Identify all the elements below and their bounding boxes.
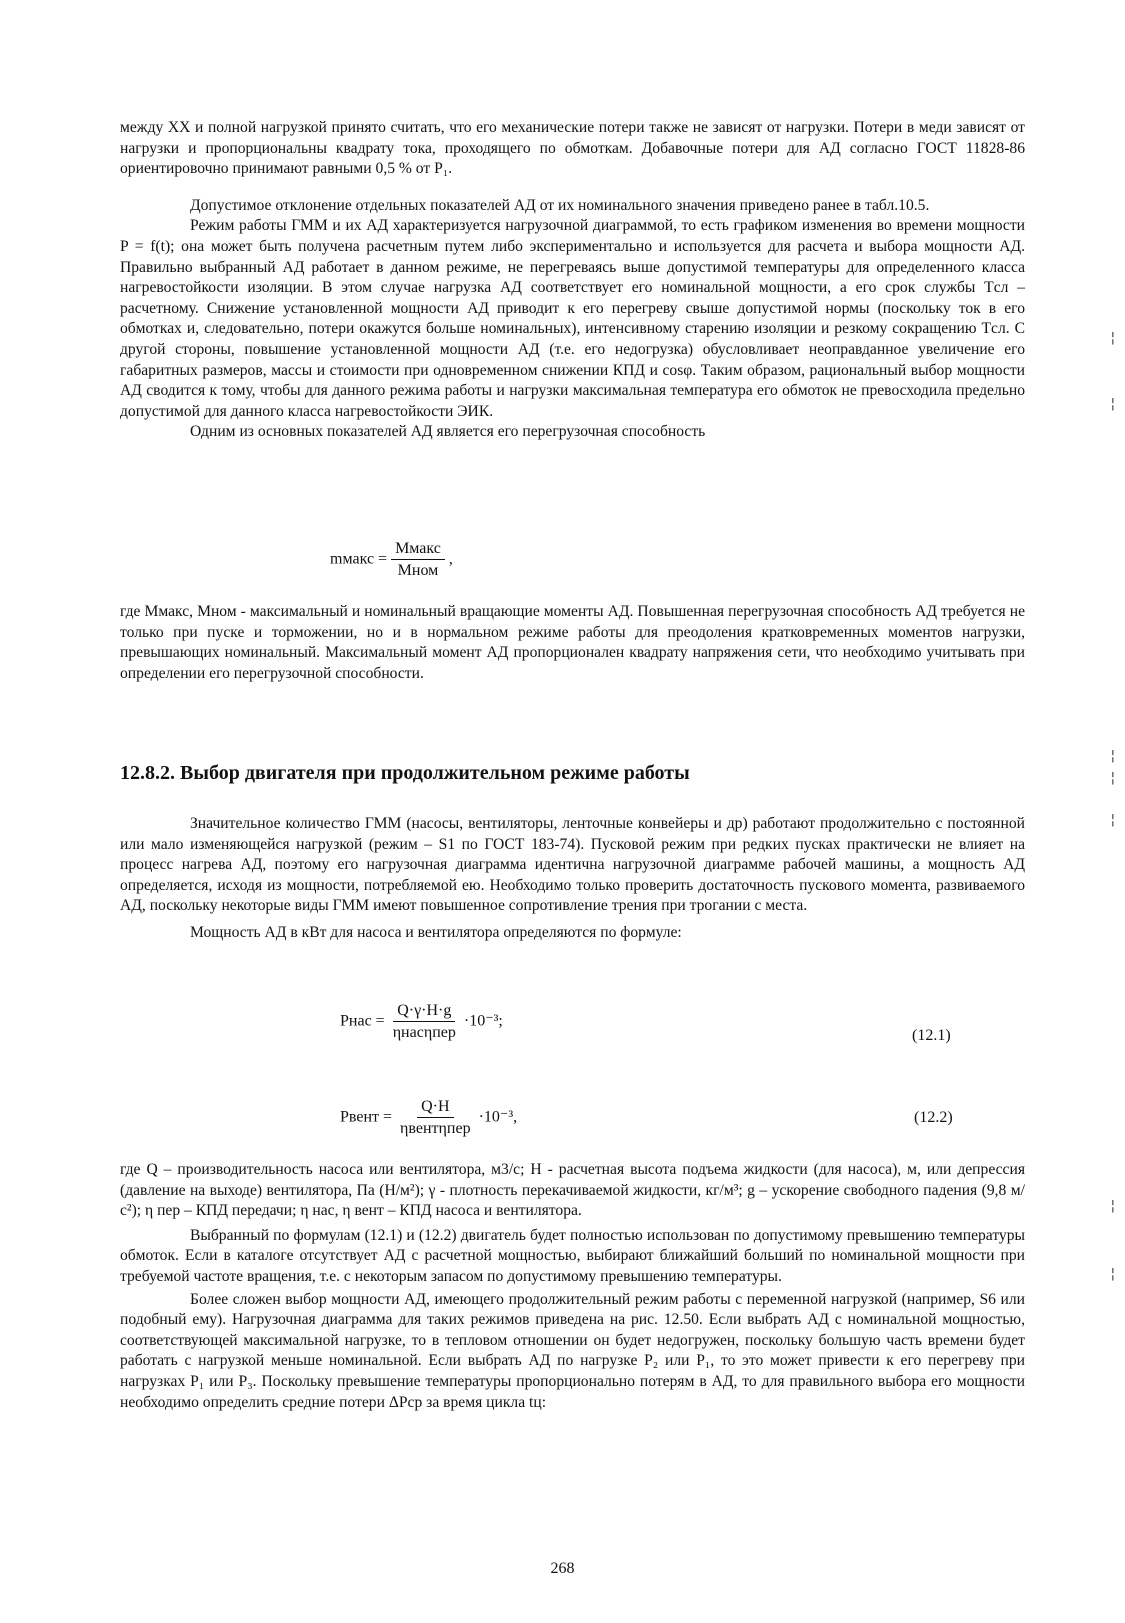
formula-pump-fraction — [389, 1002, 460, 1042]
formula-overload-numerator: Mмакс — [391, 540, 445, 560]
formula-pump-tail: ·10⁻³; — [463, 1012, 503, 1030]
formula-overload-denominator: Mном — [397, 562, 439, 579]
scan-artifact-mark: ¦ — [1108, 396, 1117, 412]
formula-fan-denominator: ηвентηпер — [400, 1120, 471, 1137]
formula-fan-tail: ·10⁻³, — [478, 1108, 518, 1126]
scan-artifact-mark: ¦ — [1108, 770, 1117, 786]
paragraph-losses: между XX и полной нагрузкой принято считать, что его механические потери также не зависят от нагрузки. Потери в меди зависят от нагрузки и пропорциональны квадрату тока, проходящего по обмоткам. Добавочные потери для АД согласно ГОСТ 11828-86 ориентировочно принимают равными 0,5 % от P₁. — [120, 119, 1025, 178]
formula-fan — [340, 1098, 517, 1138]
formula-overload-lhs: mмакс = — [330, 550, 388, 568]
paragraph-selected-motor: Выбранный по формулам (12.1) и (12.2) двигатель будет полностью использован по допустимому превышению температуры обмоток. Если в каталоге отсутствует АД с расчетной мощностью, выбирают ближайший больший по номинальной мощности при требуемой частоте вращения, т.е. с некоторым запасом по допустимому превышению температуры. — [120, 1226, 1025, 1285]
paragraph-variable-load: Более сложен выбор мощности АД, имеющего продолжительный режим работы с переменной нагрузкой (например, S6 или подобный ему). Нагрузочная диаграмма для таких режимов приведена на рис. 12.50. Если выбрать АД с номинальной мощностью, соответствующей максимальной нагрузке, то в тепловом отношении он будет недогружен, поскольку большую часть времени будет работать с нагрузкой меньше номинальной. Если выбрать АД по нагрузке P₂ или P₁, то это может привести к его перегреву при нагрузках P₁ или P₃. Поскольку превышение температуры пропорционально потерям в АД, то для правильного выбора его мощности необходимо определить средние потери ΔPср за время цикла tц: — [120, 1290, 1025, 1411]
scan-artifact-mark: ¦ — [1108, 1266, 1117, 1282]
paragraph-load-diagram: Режим работы ГММ и их АД характеризуется нагрузочной диаграммой, то есть графиком изменения во времени мощности P = f(t); она может быть получена расчетным путем либо экспериментально и используется для расчета и выбора мощности АД. Правильно выбранный АД работает в данном режиме, не перегреваясь выше допустимой температуры для определенного класса нагревостойкости изоляции. В этом случае нагрузка АД соответствует его номинальной мощности, а его срок службы Tсл – расчетному. Снижение установленной мощности АД приводит к его перегреву свыше допустимой нормы (поскольку ток в его обмотках и, следовательно, потери окажутся больше номинальных), интенсивному старению изоляции и резкому сокращению Tсл. С другой стороны, повышение установленной мощности АД (т.е. его недогрузка) обусловливает неоправданное увеличение его габаритных размеров, массы и стоимости при одновременном снижении КПД и cosφ. Таким образом, рациональный выбор мощности АД сводится к тому, чтобы для данного режима работы и нагрузки максимальная температура его обмоток не превосходила предельно допустимой для данного класса нагревостойкости ЭИК. — [120, 217, 1025, 420]
text-block-bottom — [120, 1160, 1025, 1413]
text-block-section — [120, 814, 1025, 944]
formula-overload — [330, 540, 453, 580]
formula-pump-denominator: ηнасηпер — [392, 1024, 456, 1041]
paragraph-variables: где Q – производительность насоса или вентилятора, м3/с; H - расчетная высота подъема жидкости (для насоса), м, или депрессия (давление на выходе) вентилятора, Па (Н/м²); γ - плотность перекачиваемой жидкости, кг/м³; g – ускорение свободного падения (9,8 м/с²); η пер – КПД передачи; η нас, η вент – КПД насоса и вентилятора. — [120, 1161, 1025, 1220]
formula-fan-numerator: Q·H — [417, 1098, 453, 1118]
text-block-after-overload — [120, 602, 1025, 684]
paragraph-deviation: Допустимое отклонение отдельных показателей АД от их номинального значения приведено ранее в табл.10.5. — [190, 196, 930, 214]
paragraph-overload-intro: Одним из основных показателей АД является его перегрузочная способность — [190, 423, 706, 441]
page-number: 268 — [550, 1560, 575, 1577]
scan-artifact-mark: ¦ — [1108, 1198, 1117, 1214]
text-block-top — [120, 118, 1025, 443]
section-heading: 12.8.2. Выбор двигателя при продолжительном режиме работы — [120, 762, 690, 784]
paragraph-continuous-mode: Значительное количество ГММ (насосы, вентиляторы, ленточные конвейеры и др) работают продолжительно с постоянной или мало изменяющейся нагрузкой (режим – S1 по ГОСТ 183-74). Пусковой режим при редких пусках практически не влияет на процесс нагрева АД, поэтому его нагрузочная диаграмма идентична нагрузочной диаграмме рабочей машины, а мощность АД определяется, исходя из мощности, потребляемой ею. Необходимо только проверить достаточность пускового момента, развиваемого АД, поскольку некоторые виды ГММ имеют повышенное сопротивление трения при трогании с места. — [120, 815, 1025, 915]
scan-artifact-mark: ¦ — [1108, 330, 1117, 346]
formula-fan-lhs: Pвент = — [340, 1108, 393, 1126]
formula-overload-tail: , — [448, 550, 453, 568]
formula-fan-fraction — [396, 1098, 475, 1138]
formula-pump — [340, 1002, 503, 1042]
scan-artifact-mark: ¦ — [1108, 748, 1117, 764]
formula-pump-numerator: Q·γ·H·g — [393, 1002, 455, 1022]
paragraph-moments: где Mмакс, Mном - максимальный и номинальный вращающие моменты АД. Повышенная перегрузочная способность АД требуется не только при пуске и торможении, но и в нормальном режиме работы для преодоления кратковременных моментов нагрузки, превышающих номинальный. Максимальный момент АД пропорционален квадрату напряжения сети, что необходимо учитывать при определении его перегрузочной способности. — [120, 603, 1025, 682]
equation-number-12-1: (12.1) — [912, 1027, 951, 1044]
scan-artifact-mark: ¦ — [1108, 812, 1117, 828]
formula-overload-fraction — [391, 540, 445, 580]
paragraph-power-formula-intro: Мощность АД в кВт для насоса и вентилятора определяются по формуле: — [190, 923, 682, 941]
formula-pump-lhs: Pнас = — [340, 1012, 385, 1030]
equation-number-12-2: (12.2) — [914, 1109, 953, 1126]
